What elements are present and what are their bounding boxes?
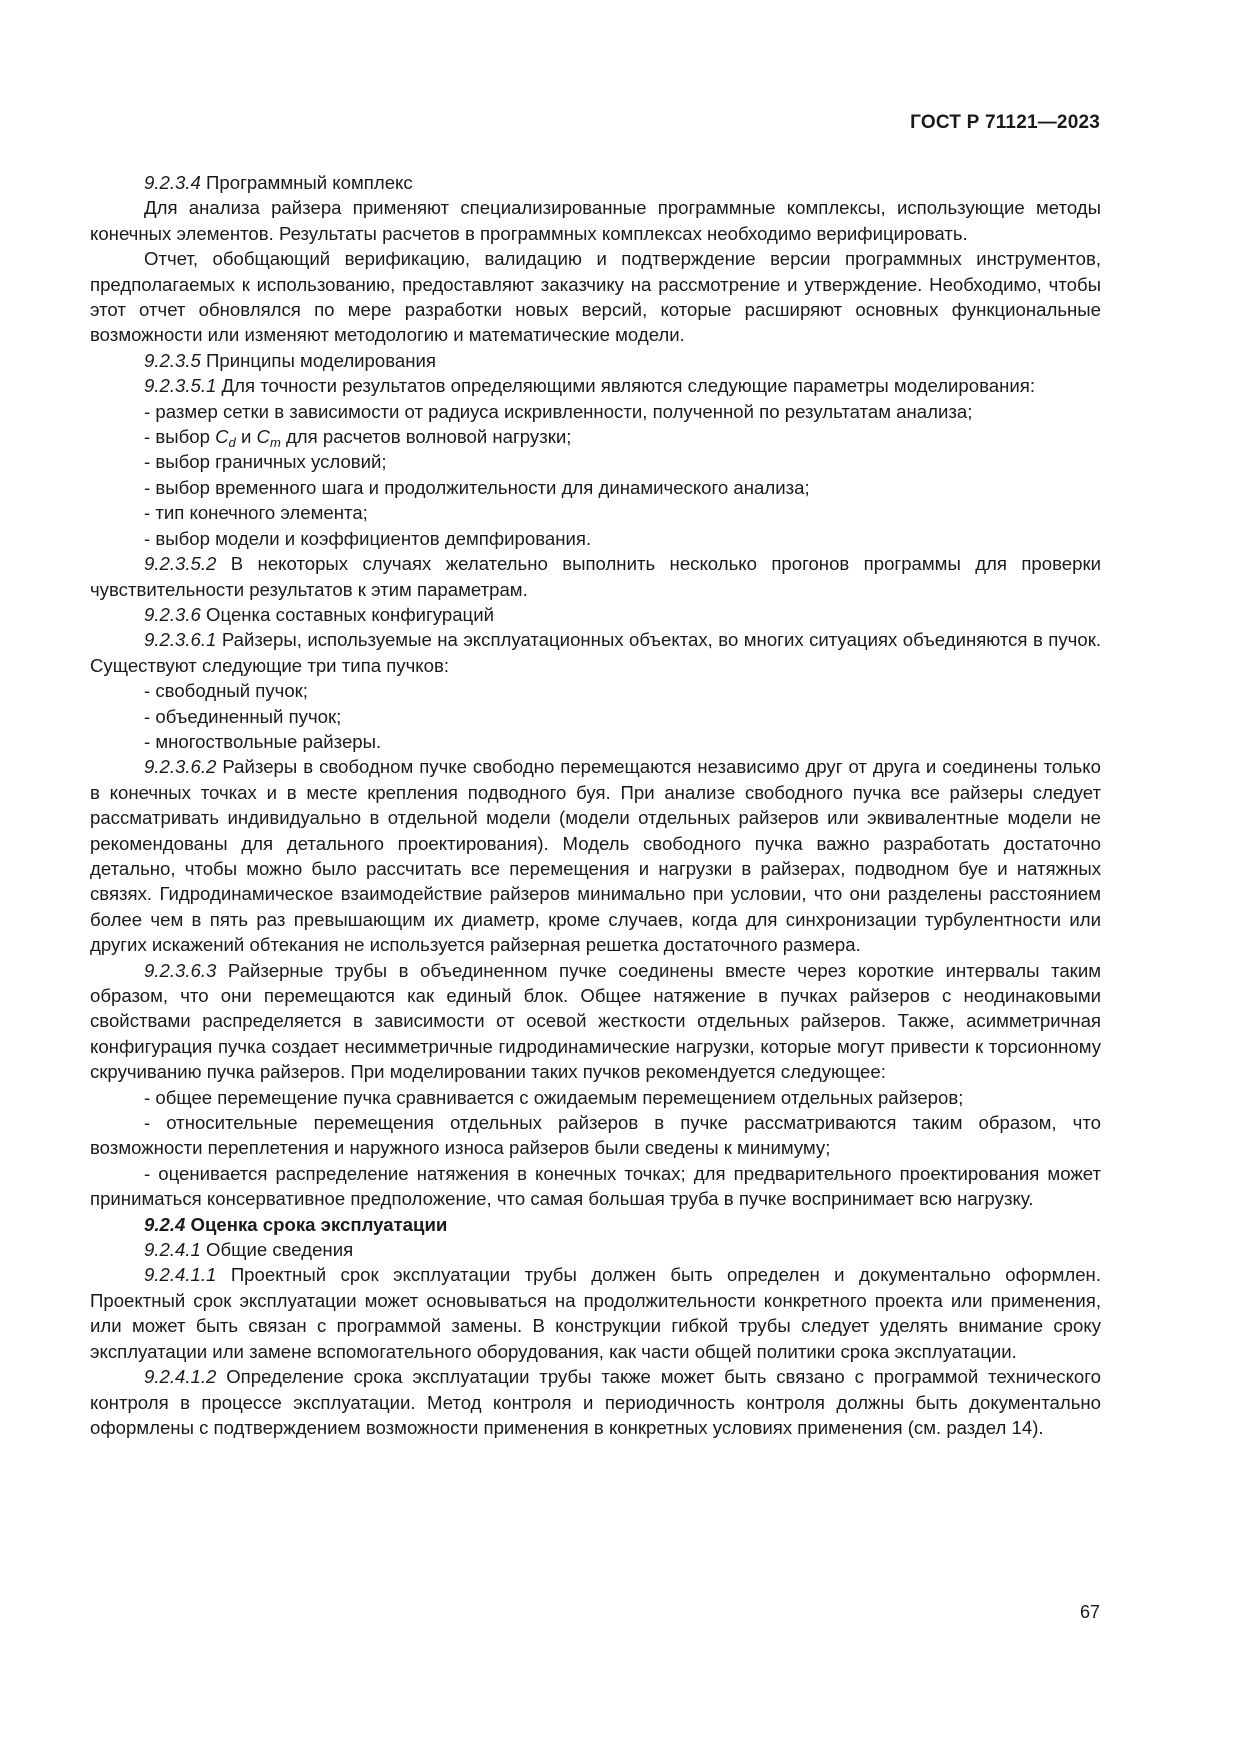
section-title: Оценка составных конфигураций (200, 603, 494, 625)
section-number: 9.2.4.1.2 (144, 1366, 217, 1388)
section-number: 9.2.3.6.3 (144, 959, 217, 981)
section-number: 9.2.3.5.2 (144, 553, 217, 575)
paragraph-text: Райзеры в свободном пучке свободно перемещаются независимо друг от друга и соединены только в конечных точках и в месте крепления подводного буя. При анализе свободного пучка все райзеры следует рассматривать индивидуально в отдельной модели (модели отдельных райзеров или эквивалентные модели не рекомендованы для детального проектирования). Модель свободного пучка важно разработать достаточно детально, чтобы можно было рассчитать все перемещения и нагрузки в райзерах, подводном буе и натяжных связях. Гидродинамическое взаимодействие райзеров минимально при условии, что они разделены расстоянием более чем в пять раз превышающим их диаметр, кроме случаев, когда для синхронизации турбулентности или других искажений обтекания не используется райзерная решетка достаточного размера. (90, 756, 1101, 956)
paragraph-9-2-3-5-2 (90, 551, 1101, 602)
paragraph-9-2-3-6-2 (90, 754, 1101, 957)
variable-cd (215, 426, 236, 451)
section-number: 9.2.4 (144, 1213, 186, 1235)
paragraph-9-2-4-1-1 (90, 1262, 1101, 1364)
section-heading-9-2-3-5 (90, 348, 1101, 373)
section-heading-9-2-4-1 (90, 1237, 1101, 1262)
paragraph-text: Определение срока эксплуатации трубы также может быть связано с программой технического контроля в процессе эксплуатации. Метод контроля и периодичность контроля должны быть документально оформлены с подтверждением возможности применения в конкретных условиях применения (см. раздел 14). (90, 1366, 1101, 1438)
section-number: 9.2.3.6.2 (144, 756, 217, 778)
list-item: - объединенный пучок; (144, 705, 342, 727)
section-number: 9.2.3.5.1 (144, 375, 217, 397)
list-item-text: и (235, 426, 257, 448)
variable-subscript: d (228, 435, 236, 451)
section-heading-9-2-4 (90, 1212, 1101, 1237)
list-item: - размер сетки в зависимости от радиуса искривленности, полученной по результатам анализа; (144, 400, 973, 422)
document-header-id: ГОСТ Р 71121—2023 (910, 112, 1100, 133)
paragraph-9-2-3-5-1 (90, 373, 1101, 398)
paragraph-text: В некоторых случаях желательно выполнить несколько прогонов программы для проверки чувствительности результатов к этим параметрам. (90, 553, 1101, 600)
paragraph-9-2-3-6-3 (90, 958, 1101, 1085)
list-item: - свободный пучок; (144, 680, 308, 702)
list-item: - общее перемещение пучка сравнивается с ожидаемым перемещением отдельных райзеров; (144, 1086, 964, 1108)
list-item: - тип конечного элемента; (144, 502, 368, 524)
section-number: 9.2.3.6 (144, 603, 201, 625)
section-title: Оценка срока эксплуатации (185, 1213, 448, 1235)
list-item: - многоствольные райзеры. (144, 730, 382, 752)
paragraph: Отчет, обобщающий верификацию, валидацию и подтверждение версии программных инструментов, предполагаемых к использованию, предоставляют заказчику на рассмотрение и утверждение. Необходимо, чтобы этот отчет обновлялся по мере разработки новых версий, которые расширяют основных функциональные возможности или изменяют методологию и математические модели. (90, 248, 1101, 346)
section-number: 9.2.4.1 (144, 1239, 201, 1261)
section-heading-9-2-3-4 (90, 170, 1101, 195)
section-title: Программный комплекс (200, 172, 413, 193)
section-heading-9-2-3-6 (90, 602, 1101, 627)
paragraph-text: Проектный срок эксплуатации трубы должен быть определен и документально оформлен. Проектный срок эксплуатации может основываться на продолжительности конкретного проекта или применения, или может быть связан с программой замены. В конструкции гибкой трубы следует уделять внимание сроку эксплуатации или замене вспомогательного оборудования, как части общей политики срока эксплуатации. (90, 1264, 1101, 1362)
section-number: 9.2.3.5 (144, 349, 201, 371)
paragraph-text: Для точности результатов определяющими являются следующие параметры моделирования: (216, 375, 1036, 397)
variable-letter: C (256, 426, 270, 448)
section-number: 9.2.4.1.1 (144, 1264, 217, 1286)
list-item: - относительные перемещения отдельных райзеров в пучке рассматриваются таким образом, что возможности переплетения и наружного износа райзеров были сведены к минимуму; (90, 1112, 1101, 1159)
variable-cm (256, 426, 281, 451)
list-item-text: - выбор (144, 426, 216, 448)
list-item (90, 424, 1101, 449)
paragraph-text: Райзеры, используемые на эксплуатационных объектах, во многих ситуациях объединяются в пучок. Существуют следующие три типа пучков: (90, 629, 1101, 676)
list-item: - выбор модели и коэффициентов демпфирования. (144, 527, 592, 549)
list-item-text: для расчетов волновой нагрузки; (280, 426, 572, 448)
list-item: - выбор временного шага и продолжительности для динамического анализа; (144, 476, 810, 498)
page-number: 67 (1079, 1602, 1100, 1622)
variable-subscript: m (269, 435, 281, 451)
paragraph-9-2-4-1-2 (90, 1364, 1101, 1440)
section-number: 9.2.3.4 (144, 172, 201, 193)
list-item: - выбор граничных условий; (144, 451, 387, 473)
section-title: Принципы моделирования (200, 349, 436, 371)
paragraph-text: Райзерные трубы в объединенном пучке соединены вместе через короткие интервалы таким образом, что они перемещаются как единый блок. Общее натяжение в пучках райзеров с неодинаковыми свойствами распределяется в зависимости от осевой жесткости отдельных райзеров. Также, асимметричная конфигурация пучка создает несимметричные гидродинамические нагрузки, которые могут привести к торсионному скручиванию пучка райзеров. При моделировании таких пучков рекомендуется следующее: (90, 959, 1101, 1083)
paragraph-9-2-3-6-1 (90, 627, 1101, 678)
paragraph: Для анализа райзера применяют специализированные программные комплексы, использующие методы конечных элементов. Результаты расчетов в программных комплексах необходимо верифицировать. (90, 197, 1101, 244)
list-item: - оценивается распределение натяжения в конечных точках; для предварительного проектирования может приниматься консервативное предположение, что самая большая труба в пучке воспринимает всю нагрузку. (90, 1162, 1101, 1210)
document-body (90, 170, 1101, 1440)
section-title: Общие сведения (200, 1239, 354, 1261)
section-number: 9.2.3.6.1 (144, 629, 217, 651)
variable-letter: C (215, 426, 229, 448)
